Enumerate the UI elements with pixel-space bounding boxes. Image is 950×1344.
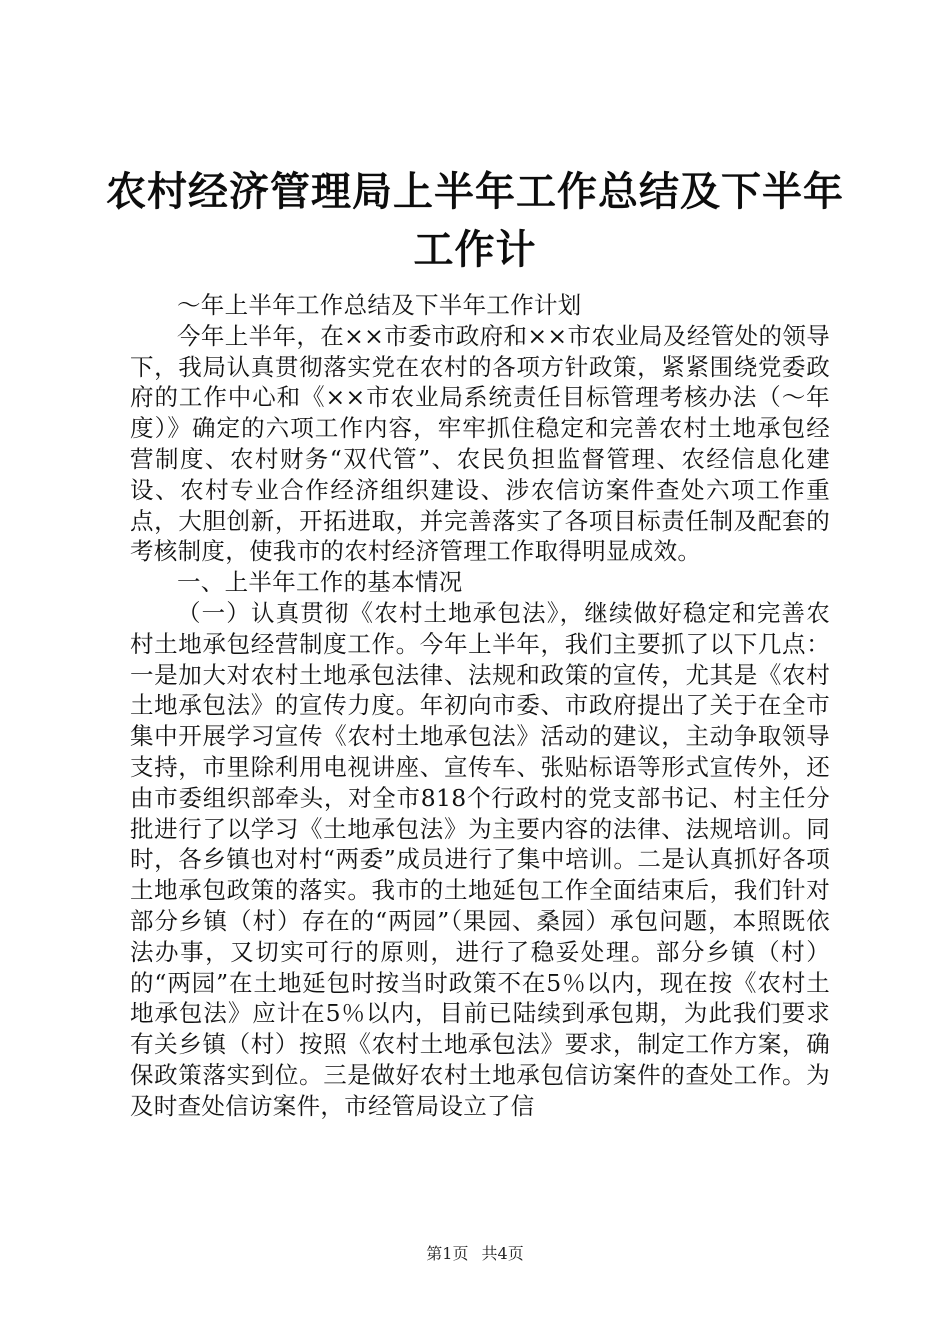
page-total: 共4页	[481, 1244, 524, 1263]
intro-paragraph: 今年上半年，在××市委市政府和××市农业局及经管处的领导下，我局认真贯彻落实党在农村的各项方针政策，紧紧围绕党委政府的工作中心和《××市农业局系统责任目标管理考核办法（～年度）》确定的六项工作内容，牢牢抓住稳定和完善农村土地承包经营制度、农村财务“双代管”、农民负担监督管理、农经信息化建设、农村专业合作经济组织建设、涉农信访案件查处六项工作重点，大胆创新，开拓进取，并完善落实了各项目标责任制及配套的考核制度，使我市的农村经济管理工作取得明显成效。	[130, 321, 830, 566]
page-number: 第1页	[426, 1244, 469, 1263]
document-title: 农村经济管理局上半年工作总结及下半年工作计	[106, 169, 844, 273]
body-paragraph: （一）认真贯彻《农村土地承包法》，继续做好稳定和完善农村土地承包经营制度工作。今年上半年，我们主要抓了以下几点：一是加大对农村土地承包法律、法规和政策的宣传，尤其是《农村土地承包法》的宣传力度。年初向市委、市政府提出了关于在全市集中开展学习宣传《农村土地承包法》活动的建议，主动争取领导支持，市里除利用电视讲座、宣传车、张贴标语等形式宣传外，还由市委组织部牵头，对全市818个行政村的党支部书记、村主任分批进行了以学习《土地承包法》为主要内容的法律、法规培训。同时，各乡镇也对村“两委”成员进行了集中培训。二是认真抓好各项土地承包政策的落实。我市的土地延包工作全面结束后，我们针对部分乡镇（村）存在的“两园”（果园、桑园）承包问题，本照既依法办事，又切实可行的原则，进行了稳妥处理。部分乡镇（村）的“两园”在土地延包时按当时政策不在5％以内，现在按《农村土地承包法》应计在5％以内，目前已陆续到承包期，为此我们要求有关乡镇（村）按照《农村土地承包法》要求，制定工作方案，确保政策落实到位。三是做好农村土地承包信访案件的查处工作。为及时查处信访案件，市经管局设立了信	[130, 598, 830, 1120]
subtitle-paragraph: ～年上半年工作总结及下半年工作计划	[177, 291, 582, 319]
document-body	[130, 290, 830, 1122]
page-footer	[0, 1244, 950, 1264]
section-heading: 一、上半年工作的基本情况	[177, 568, 463, 597]
